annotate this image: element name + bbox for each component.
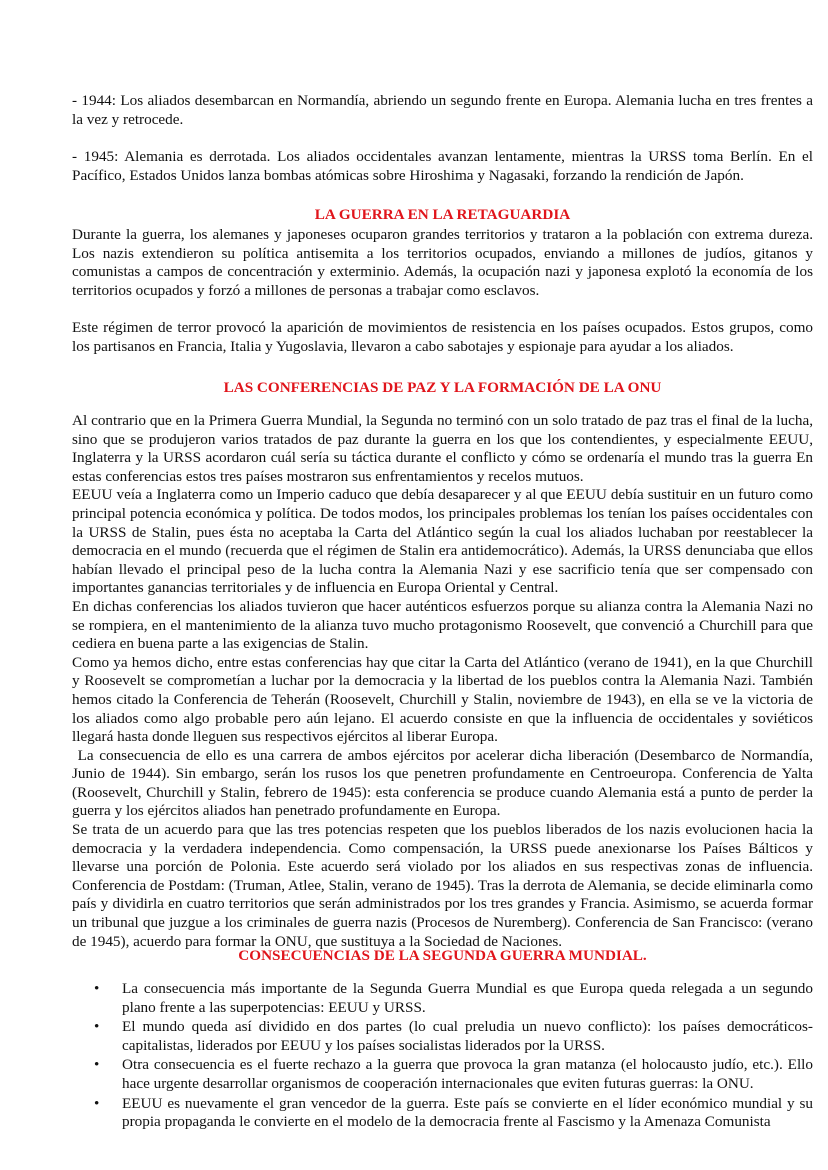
bullet-icon: •: [94, 980, 100, 997]
list-item-text: El mundo queda así dividido en dos partes (lo cual preludia un nuevo conflicto): los países democráticos-capitalistas, liderados por EEUU y los países socialistas liderados por la URSS.: [122, 1018, 813, 1054]
heading-conferencias: LAS CONFERENCIAS DE PAZ Y LA FORMACIÓN DE LA ONU: [223, 379, 662, 396]
list-item-text: La consecuencia más importante de la Segunda Guerra Mundial es que Europa queda relegada a un segundo plano frente a las superpotencias: EEUU y URSS.: [122, 980, 813, 1016]
paragraph: Al contrario que en la Primera Guerra Mundial, la Segunda no terminó con un solo tratado de paz tras el final de la lucha, sino que se produjeron varios tratados de paz durante la guerra en los que los contendientes, y especialmente EEUU, Inglaterra y la URSS acordaron cuál sería su táctica durante el conflicto y cómo se ordenaría el mundo tras la guerra En estas conferencias estos tres países mostraron sus enfrentamientos y recelos mutuos.: [72, 412, 813, 485]
paragraph: Se trata de un acuerdo para que las tres potencias respeten que los pueblos liberados de los nazis evolucionen hacia la democracia y la verdadera independencia. Como compensación, la URSS puede anexionarse los Países Bálticos y llevarse una porción de Polonia. Este acuerdo será violado por los aliados en sus respectivas zonas de influencia. Conferencia de Postdam: (Truman, Atlee, Stalin, verano de 1945). Tras la derrota de Alemania, se decide eliminarla como país y dividirla en cuatro territorios que serán administrados por los tres grandes y Francia. Asimismo, se acuerda formar un tribunal que juzgue a los criminales de guerra nazis (Procesos de Nuremberg). Conferencia de San Francisco: (verano de 1945), acuerdo para formar la ONU, que sustituya a la Sociedad de Naciones.: [72, 821, 813, 950]
paragraph: La consecuencia de ello es una carrera de ambos ejércitos por acelerar dicha liberación (Desembarco de Normandía, Junio de 1944). Sin embargo, serán los rusos los que penetren profundamente en Centroeuropa. Conferencia de Yalta (Roosevelt, Churchill y Stalin, febrero de 1945): esta conferencia se produce cuando Alemania está a punto de perder la guerra y los ejércitos aliados han penetrado profundamente en Europa.: [72, 746, 817, 820]
paragraph: En dichas conferencias los aliados tuvieron que hacer auténticos esfuerzos porque su alianza contra la Alemania Nazi no se rompiera, en el mantenimiento de la alianza tuvo mucho protagonismo Roosevelt, que convenció a Churchill para que cediera en buena parte a las exigencias de Stalin.: [72, 597, 813, 653]
retaguardia-text: [72, 226, 813, 300]
heading-consecuencias: CONSECUENCIAS DE LA SEGUNDA GUERRA MUNDIAL.: [238, 947, 647, 964]
timeline-item: - 1944: Los aliados desembarcan en Normandía, abriendo un segundo frente en Europa. Alemania lucha en tres frentes a la vez y retrocede.: [72, 92, 813, 128]
timeline-item: - 1945: Alemania es derrotada. Los aliados occidentales avanzan lentamente, mientras la URSS toma Berlín. En el Pacífico, Estados Unidos lanza bombas atómicas sobre Hiroshima y Nagasaki, forzando la rendición de Japón.: [72, 148, 813, 184]
paragraph: Este régimen de terror provocó la aparición de movimientos de resistencia en los países ocupados. Estos grupos, como los partisanos en Francia, Italia y Yugoslavia, llevaron a cabo sabotajes y espionaje para ayudar a los aliados.: [72, 319, 813, 355]
paragraph: Como ya hemos dicho, entre estas conferencias hay que citar la Carta del Atlántico (verano de 1941), en la que Churchill y Roosevelt se comprometían a luchar por la democracia y la libertad de los pueblos contra la Alemania Nazi. También hemos citado la Conferencia de Teherán (Roosevelt, Churchill y Stalin, noviembre de 1943), en ella se ve la victoria de los aliados como algo probable pero aún lejano. El acuerdo consiste en que la influencia de occidentales y soviéticos llegará hasta donde lleguen sus respectivos ejércitos al liberar Europa.: [72, 653, 813, 746]
paragraph: EEUU veía a Inglaterra como un Imperio caduco que debía desaparecer y al que EEUU debía sustituir en un futuro como principal potencia económica y política. De todos modos, los principales problemas los tenían los países occidentales con la URSS de Stalin, pues ésta no aceptaba la Carta del Atlántico según la cual los aliados luchaban por reestablecer la democracia en el mundo (recuerda que el régimen de Stalin era antidemocrático). Además, la URSS denunciaba que ellos habían llevado el principal peso de la lucha contra la Alemania Nazi y ese sacrificio tenía que ser compensado con importantes ganancias territoriales y de influencia en Europa Oriental y Central.: [72, 486, 813, 597]
retaguardia-text-2: [72, 319, 813, 356]
consecuencias-list: [72, 980, 813, 1133]
bullet-icon: •: [94, 1018, 100, 1036]
bullet-icon: •: [94, 1056, 100, 1074]
timeline-1945: [72, 148, 813, 185]
list-item-text: Otra consecuencia es el fuerte rechazo a la guerra que provoca la gran matanza (el holocausto judío, etc.). Ello hace urgente desarrollar organismos de cooperación internacionales que eviten futuras guerras: la ONU.: [122, 1056, 813, 1092]
list-item: [72, 980, 813, 1017]
timeline-1944: [72, 92, 813, 129]
conferencias-text: [72, 412, 817, 951]
list-item-text: EEUU es nuevamente el gran vencedor de la guerra. Este país se convierte en el líder económico mundial y su propia propaganda le convierte en el modelo de la democracia frente al Fascismo y la Amenaza Comunista: [122, 1094, 813, 1131]
list-item: [72, 1095, 813, 1132]
heading-retaguardia: LA GUERRA EN LA RETAGUARDIA: [314, 206, 571, 223]
paragraph: Durante la guerra, los alemanes y japoneses ocuparon grandes territorios y trataron a la población con extrema dureza. Los nazis extendieron su política antisemita a los territorios ocupados, enviando a millones de judíos, gitanos y comunistas a campos de concentración y exterminio. Además, la ocupación nazi y japonesa explotó la economía de los territorios ocupados y forzó a millones de personas a trabajar como esclavos.: [72, 226, 813, 299]
list-item: [72, 1018, 813, 1055]
bullet-icon: •: [94, 1094, 100, 1112]
list-item: [72, 1056, 813, 1093]
